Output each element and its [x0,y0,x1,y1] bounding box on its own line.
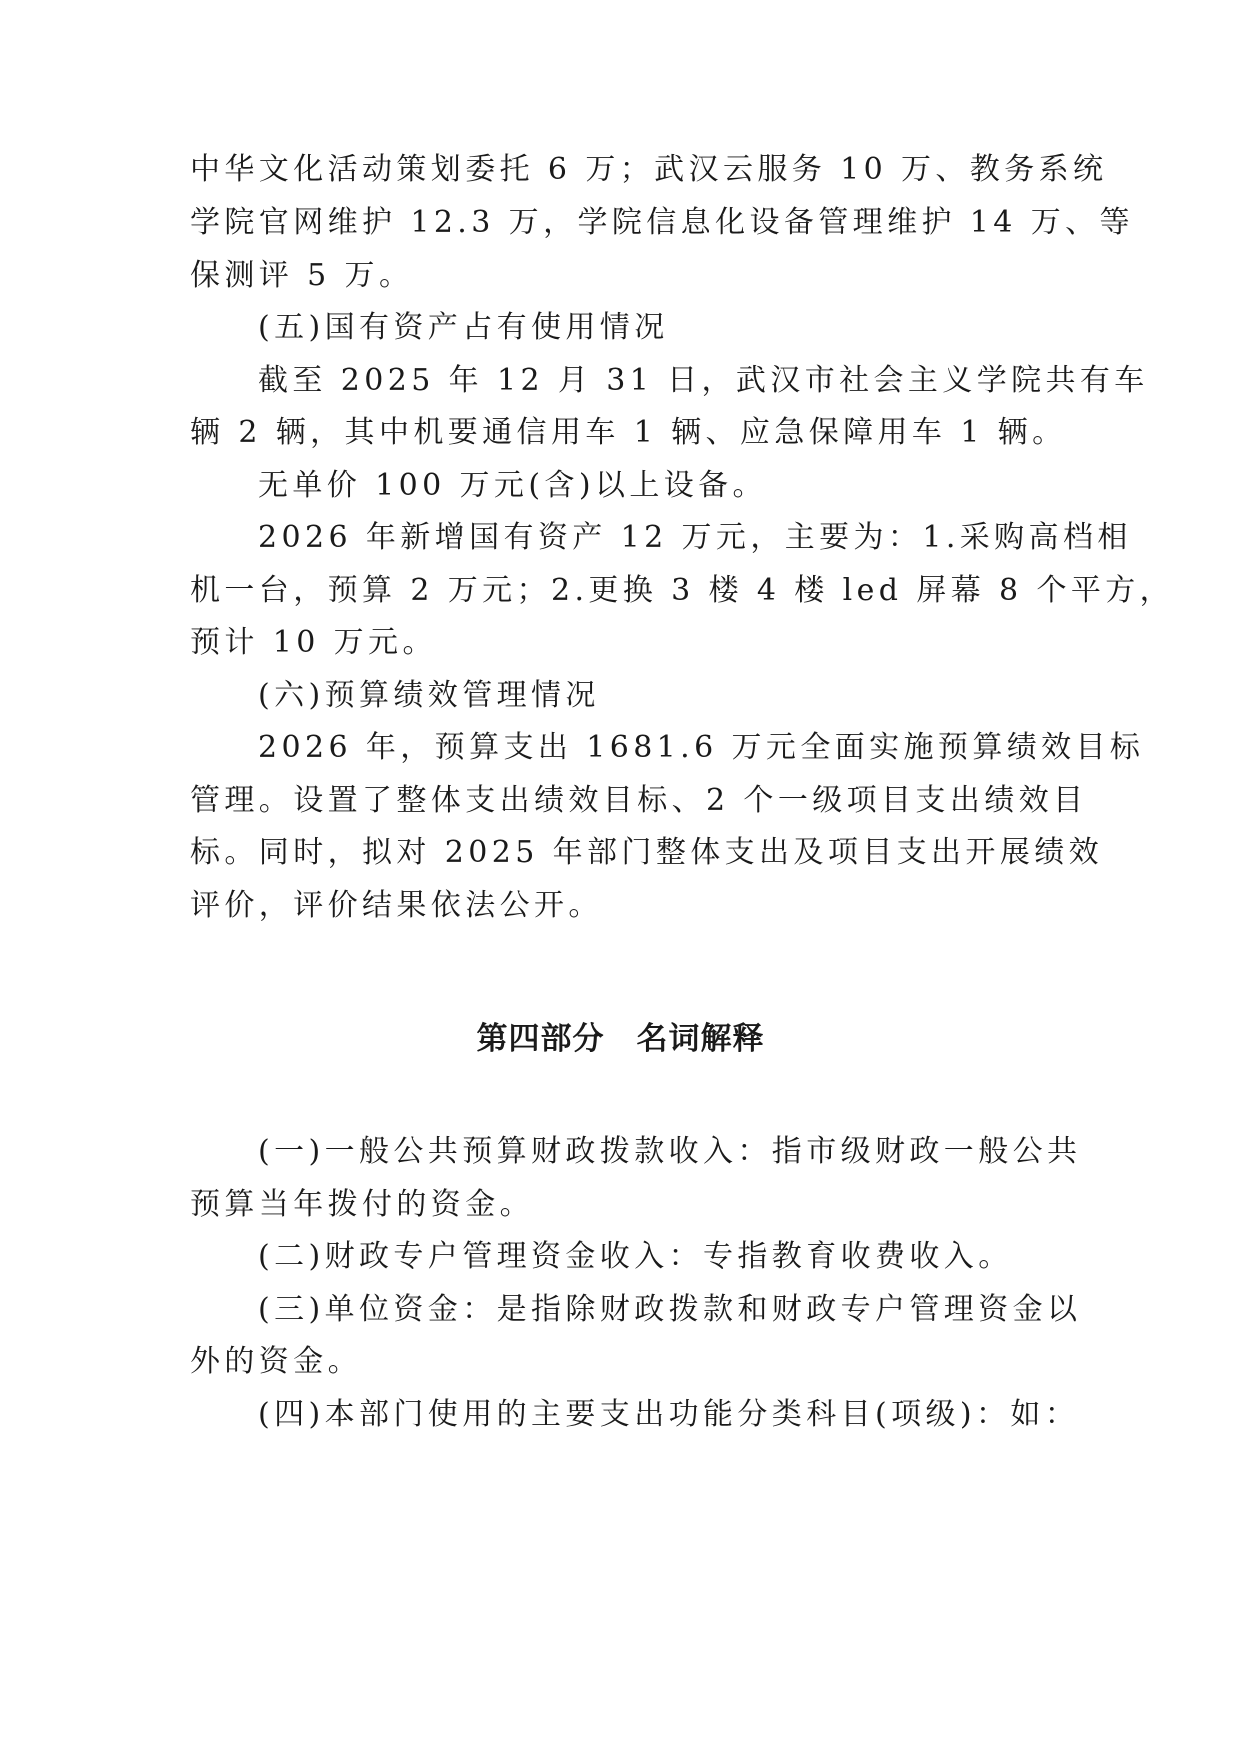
definition-line: 外的资金。 [190,1344,362,1379]
paragraph-line: 学院官网维护 12.3 万，学院信息化设备管理维护 14 万、等 [190,205,1134,240]
paragraph-line: 评价，评价结果依法公开。 [190,888,603,923]
paragraph-line: 预计 10 万元。 [190,625,437,660]
definition-line: 预算当年拨付的资金。 [190,1187,534,1222]
paragraph-line: 中华文化活动策划委托 6 万；武汉云服务 10 万、教务系统 [190,152,1108,187]
definition-line: (四)本部门使用的主要支出功能分类科目(项级)：如： [258,1397,1080,1432]
section-heading: (五)国有资产占有使用情况 [258,310,669,345]
paragraph-line: 管理。设置了整体支出绩效目标、2 个一级项目支出绩效目 [190,783,1088,818]
paragraph-line: 机一台，预算 2 万元；2.更换 3 楼 4 楼 led 屏幕 8 个平方， [190,573,1175,608]
section-heading: (六)预算绩效管理情况 [258,678,600,713]
paragraph-line: 无单价 100 万元(含)以上设备。 [258,468,767,503]
paragraph-line: 保测评 5 万。 [190,258,414,293]
paragraph-line: 2026 年新增国有资产 12 万元，主要为：1.采购高档相 [258,520,1132,555]
definition-line: (一)一般公共预算财政拨款收入：指市级财政一般公共 [258,1134,1082,1169]
definition-line: (二)财政专户管理资金收入：专指教育收费收入。 [258,1239,1013,1274]
paragraph-line: 截至 2025 年 12 月 31 日，武汉市社会主义学院共有车 [258,363,1149,398]
paragraph-line: 2026 年，预算支出 1681.6 万元全面实施预算绩效目标 [258,730,1145,765]
definition-line: (三)单位资金：是指除财政拨款和财政专户管理资金以 [258,1292,1082,1327]
paragraph-line: 辆 2 辆，其中机要通信用车 1 辆、应急保障用车 1 辆。 [190,415,1067,450]
paragraph-line: 标。同时，拟对 2025 年部门整体支出及项目支出开展绩效 [190,835,1104,870]
part-title: 第四部分 名词解释 [476,1021,765,1057]
